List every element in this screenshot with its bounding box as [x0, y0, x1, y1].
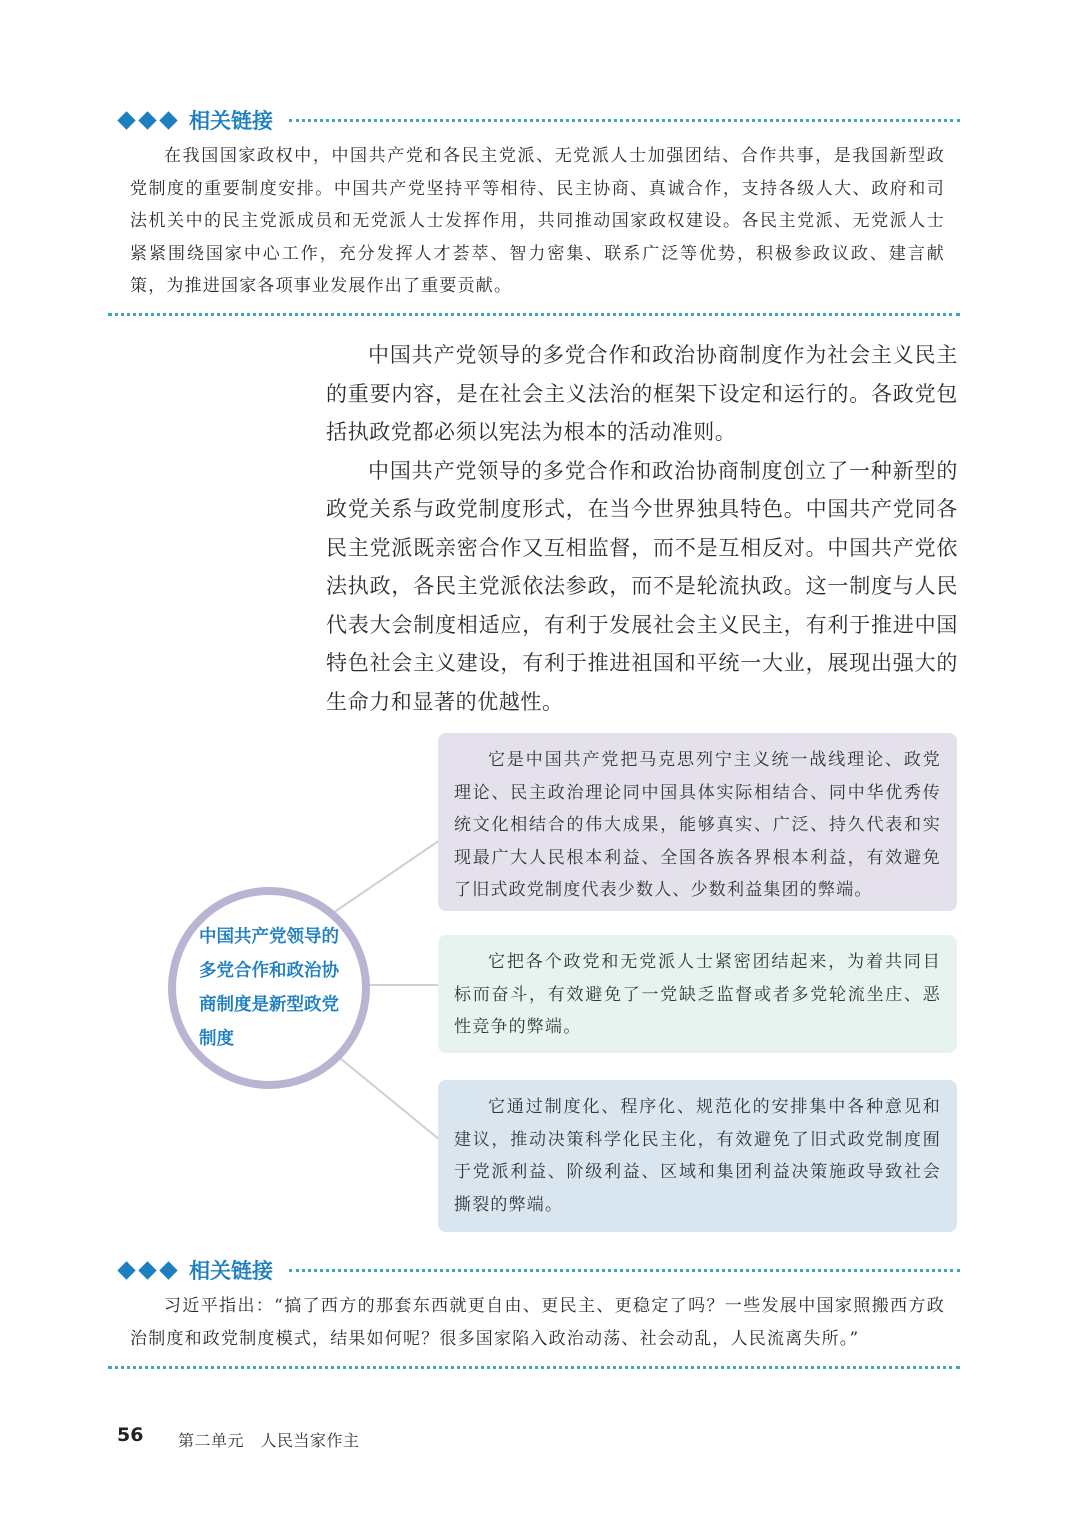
- related-link-text-2: 习近平指出：“搞了西方的那套东西就更自由、更民主、更稳定了吗？一些发展中国家照搬西方政治制度和政党制度模式，结果如何呢？很多国家陷入政治动荡、社会动乱，人民流离失所。”: [130, 1296, 945, 1349]
- diagram-card-2: [438, 935, 957, 1053]
- dotted-divider: [108, 1366, 960, 1369]
- diagram-card-text: 它把各个政党和无党派人士紧密团结起来，为着共同目标而奋斗，有效避免了一党缺乏监督或者多党轮流坐庄、恶性竞争的弊端。: [454, 952, 941, 1037]
- paragraph: 中国共产党领导的多党合作和政治协商制度创立了一种新型的政党关系与政党制度形式，在当今世界独具特色。中国共产党同各民主党派既亲密合作又互相监督，而不是互相反对。中国共产党依法执政，各民主党派依法参政，而不是轮流执政。这一制度与人民代表大会制度相适应，有利于发展社会主义民主，有利于推进中国特色社会主义建设，有利于推进祖国和平统一大业，展现出强大的生命力和显著的优越性。: [326, 458, 958, 714]
- related-link-title-2: 相关链接: [189, 1259, 273, 1283]
- related-link-header-2: [120, 1253, 960, 1287]
- diamond-bullets-icon: [120, 1264, 175, 1277]
- diagram-card-1: [438, 733, 957, 911]
- diagram-card-text: 它通过制度化、程序化、规范化的安排集中各种意见和建议，推动决策科学化民主化，有效避免了旧式政党制度囿于党派利益、阶级利益、区域和集团利益决策施政导致社会撕裂的弊端。: [454, 1097, 941, 1215]
- diagram-card-text: 它是中国共产党把马克思列宁主义统一战线理论、政党理论、民主政治理论同中国具体实际相结合、同中华优秀传统文化相结合的伟大成果，能够真实、广泛、持久代表和实现最广大人民根本利益、全国各族各界根本利益，有效避免了旧式政党制度代表少数人、少数利益集团的弊端。: [454, 750, 941, 900]
- dotted-divider: [289, 1269, 960, 1272]
- diagram-center-label: 中国共产党领导的多党合作和政治协商制度是新型政党制度: [199, 927, 339, 1049]
- page-number: 56: [117, 1424, 144, 1446]
- related-link-title-1: 相关链接: [189, 109, 273, 133]
- related-link-text-1: 在我国国家政权中，中国共产党和各民主党派、无党派人士加强团结、合作共事，是我国新型政党制度的重要制度安排。中国共产党坚持平等相待、民主协商、真诚合作，支持各级人大、政府和司法机关中的民主党派成员和无党派人士发挥作用，共同推动国家政权建设。各民主党派、无党派人士紧紧围绕国家中心工作，充分发挥人才荟萃、智力密集、联系广泛等优势，积极参政议政、建言献策，为推进国家各项事业发展作出了重要贡献。: [130, 146, 945, 296]
- related-link-body-2: [130, 1290, 945, 1355]
- diagram-center-circle: [168, 887, 370, 1089]
- diagram-card-3: [438, 1080, 957, 1232]
- paragraph: 中国共产党领导的多党合作和政治协商制度作为社会主义民主的重要内容，是在社会主义法治的框架下设定和运行的。各政党包括执政党都必须以宪法为根本的活动准则。: [326, 343, 958, 444]
- running-title: 第二单元 人民当家作主: [178, 1431, 360, 1450]
